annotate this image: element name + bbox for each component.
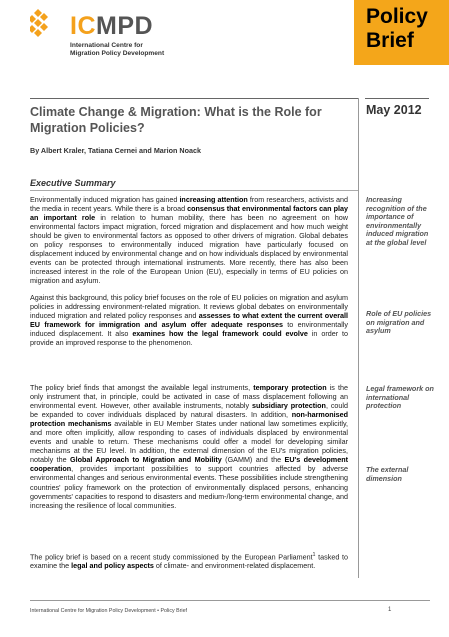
footer-divider [30, 600, 430, 601]
header-divider-right [365, 98, 429, 99]
logo-mark-icon [30, 9, 66, 39]
badge-line-2: Brief [366, 29, 414, 52]
logo-subtitle: International Centre for Migration Policy Development [70, 42, 165, 57]
authors-line: By Albert Kraler, Tatiana Cernei and Marion Noack [30, 146, 201, 155]
page-number: 1 [388, 607, 392, 613]
publication-date: May 2012 [366, 103, 422, 117]
sidebar-note-1: Increasing recognition of the importance of environmentally induced migration at the global level [366, 195, 429, 247]
icmpd-logo [30, 9, 220, 61]
sidebar-note-4: The external dimension [366, 465, 409, 483]
header-divider [30, 98, 358, 99]
paragraph-3: The policy brief finds that amongst the available legal instruments, temporary protection is the only instrument that, in principle, could be activated in case of mass displacement following an environmental event. However, other available instruments, notably subsidiary protection, could be expanded to cover individuals displaced by natural disasters. In addition, non-harmonised protection mechanisms available in EU Member States under national law sometimes explicitly, and more often implicitly, allow responding to cases of individuals displaced by environmental events and unable to return. These mechanisms could offer a model for developing similar mechanisms at the EU level. In addition, the external dimension of the EU's migration policies, notably the Global Approach to Migration and Mobility (GAMM) and the EU's development cooperation, provides important possibilities to support countries affected by adverse environmental changes and serious environmental events. These possibilities include strengthening countries' policy framework on the protection of environmentally displaced persons, enhancing governments' capacities to respond to disasters and medium-/long-term environmental change, and increasing the resilience of local communities. [30, 383, 348, 510]
policy-brief-badge [354, 0, 449, 65]
paragraph-2: Against this background, this policy brief focuses on the role of EU policies on migration and asylum policies in addressing environment-related migration. It reviews global debates on environmentally induced migration and related policy responses and assesses to what extent the current overall EU framework for immigration and asylum offer adequate responses to environmentally induced displacement. It also examines how the legal framework could evolve in order to provide an improved response to the phenomenon. [30, 293, 349, 348]
section-divider [30, 190, 358, 191]
sidebar-note-3: Legal framework on international protection [366, 384, 434, 411]
column-divider [358, 98, 359, 578]
section-heading: Executive Summary [30, 178, 116, 188]
footer-text: International Centre for Migration Policy Development • Policy Brief [30, 608, 188, 614]
badge-line-1: Policy [366, 5, 428, 28]
sidebar-note-2: Role of EU policies on migration and asylum [366, 309, 432, 336]
page-title: Climate Change & Migration: What is the Role for Migration Policies? [30, 105, 322, 135]
paragraph-1: Environmentally induced migration has gained increasing attention from researchers, activists and the media in recent years. While there is a broad consensus that environmental factors can play an important role in relation to human mobility, there has been no agreement on how environmental factors impact migration, forced migration and displacement and how much weight should be given to environmental factors as opposed to other drivers of migration. Global debates on policy responses to environmentally induced migration have particularly focused on displacement induced by environmental change and on how individuals displaced by environmental events can be protected through international instruments. More recently, there has also been increased interest in the role of the European Union (EU), especially in terms of EU policies on migration and asylum. [30, 195, 348, 286]
logo-wordmark: ICMPD [70, 12, 154, 40]
paragraph-4: The policy brief is based on a recent study commissioned by the European Parliament$^1$ tasked to examine the legal and policy aspects of climate- and environment-related displacement. [30, 552, 349, 571]
